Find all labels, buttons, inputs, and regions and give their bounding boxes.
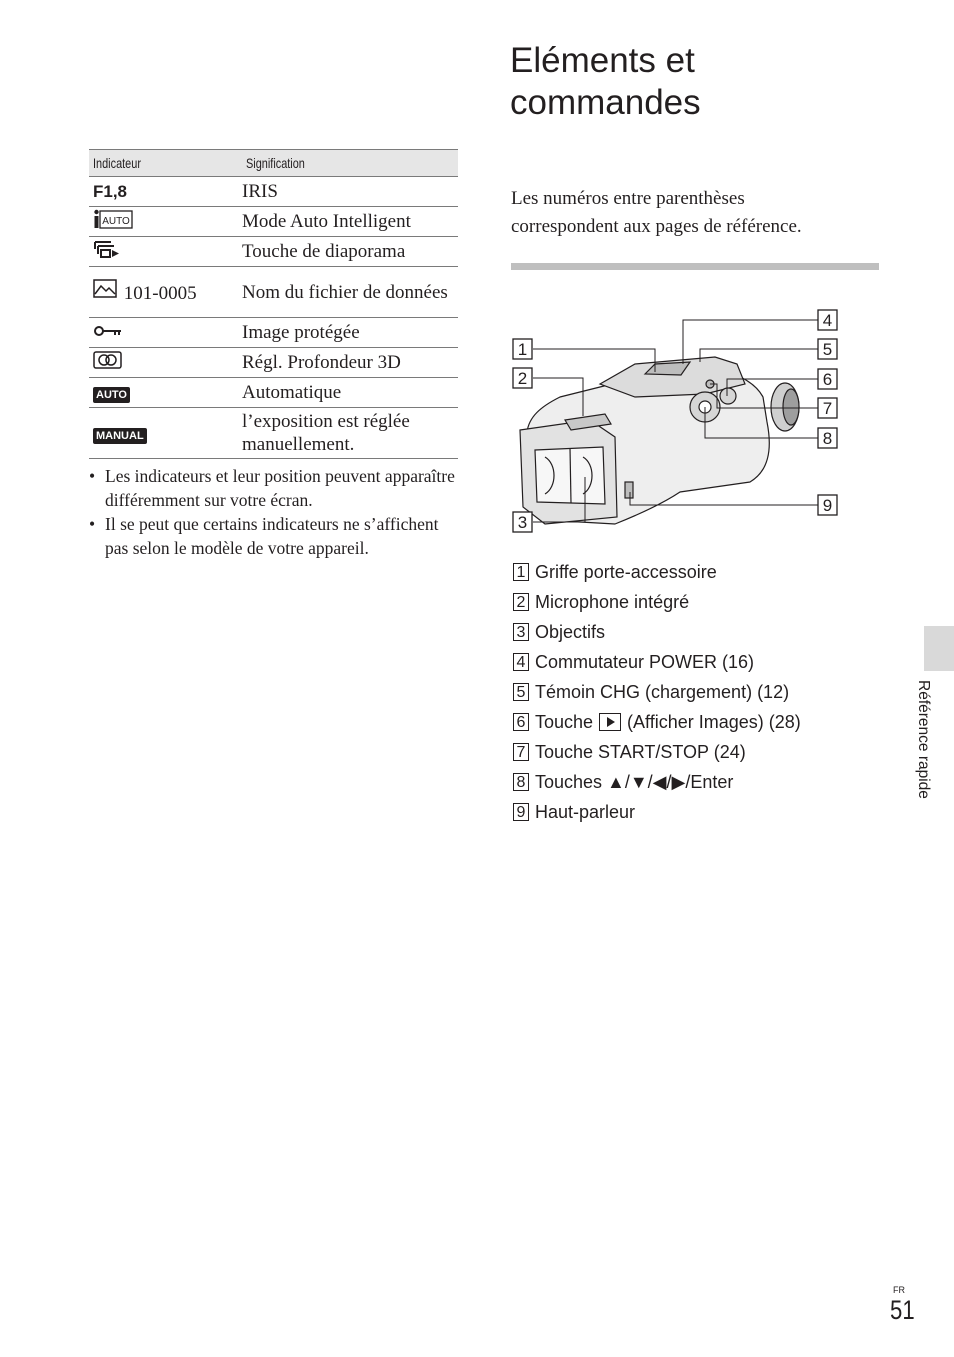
part-label: Commutateur POWER (16) [535,651,755,672]
part-label: Touches ▲/▼/◀/▶/Enter [535,771,734,792]
callout-6: 6 [822,370,833,389]
page-number: 51 [890,1295,915,1325]
section-tab[interactable] [924,626,954,671]
part-number: 1 [513,563,529,581]
meaning-cell: Mode Auto Intelligent [242,207,458,237]
callout-4: 4 [822,311,833,330]
part-item [513,737,801,767]
indicator-table [89,149,458,459]
section-divider [511,263,879,270]
table-header-row [89,150,458,177]
meaning-cell: IRIS [242,177,458,207]
part-item [513,557,801,587]
part-item [513,617,801,647]
header-indicator: Indicateur [89,150,242,177]
auto-badge: AUTO [93,387,130,403]
play-icon [599,713,621,731]
part-label: Témoin CHG (chargement) (12) [535,681,790,702]
callout-7: 7 [822,399,833,418]
indicator-cell [89,378,242,408]
auto-text: AUTO [102,215,130,227]
f-number-indicator: F1,8 [93,182,128,201]
intelligent-auto-icon [93,209,133,229]
meaning-cell: Régl. Profondeur 3D [242,348,458,378]
part-label: Haut-parleur [535,801,636,822]
section-tab-label: Référence rapide [915,680,932,799]
3d-depth-icon [93,351,123,369]
header-meaning: Signification [242,150,458,177]
callout-1: 1 [517,340,528,359]
callout-3: 3 [517,513,528,532]
table-row [89,348,458,378]
meaning-cell: Automatique [242,378,458,408]
bullet: • [89,514,96,534]
part-number: 7 [513,743,529,761]
note-item: • Il se peut que certains indicateurs ne s’affichent pas selon le modèle de votre appareil. [89,514,439,558]
indicator-cell [89,207,242,237]
part-number: 2 [513,593,529,611]
part-label: Objectifs [535,621,606,642]
part-number: 5 [513,683,529,701]
part-item [513,707,801,737]
table-row [89,378,458,408]
part-label-before: Touche [535,711,594,732]
part-item [513,587,801,617]
table-row [89,318,458,348]
part-item [513,797,801,827]
camera-illustration [505,302,845,540]
meaning-cell: Nom du fichier de données [242,267,458,318]
callout-5: 5 [822,340,833,359]
table-row [89,267,458,318]
intro-text: Les numéros entre parenthèses correspondent aux pages de référence. [511,188,802,237]
indicator-cell [89,267,242,318]
page-title: Eléments et commandes [510,41,701,122]
part-label: Touche START/STOP (24) [535,741,746,762]
meaning-cell: Touche de diaporama [242,237,458,267]
callout-9: 9 [822,496,833,515]
notes-list [89,464,461,560]
part-number: 8 [513,773,529,791]
meaning-cell: Image protégée [242,318,458,348]
part-number: 6 [513,713,529,731]
manual-badge: MANUAL [93,428,147,444]
indicator-cell [89,348,242,378]
part-label-after: (Afficher Images) (28) [627,711,801,732]
part-number: 4 [513,653,529,671]
part-item [513,647,801,677]
parts-list [513,557,801,827]
table-row [89,408,458,459]
page-language: FR [893,1285,905,1295]
slideshow-icon [93,239,121,259]
indicator-cell [89,177,242,207]
indicator-cell [89,318,242,348]
file-number: 101-0005 [123,283,197,304]
part-number: 9 [513,803,529,821]
photo-file-icon [93,279,119,299]
meaning-cell: l’exposition est réglée manuellement. [242,408,458,459]
note-item: • Les indicateurs et leur position peuvent apparaître différemment sur votre écran. [89,466,455,510]
part-number: 3 [513,623,529,641]
indicator-cell [89,408,242,459]
callout-8: 8 [822,429,833,448]
part-item [513,677,801,707]
table-row [89,177,458,207]
bullet: • [89,466,96,486]
part-label: Microphone intégré [535,591,690,612]
part-item [513,767,801,797]
indicator-cell [89,237,242,267]
callout-2: 2 [517,369,528,388]
table-row [89,237,458,267]
camera-diagram [505,302,845,540]
table-row [89,207,458,237]
key-icon [93,324,123,338]
part-label: Griffe porte-accessoire [535,561,717,582]
